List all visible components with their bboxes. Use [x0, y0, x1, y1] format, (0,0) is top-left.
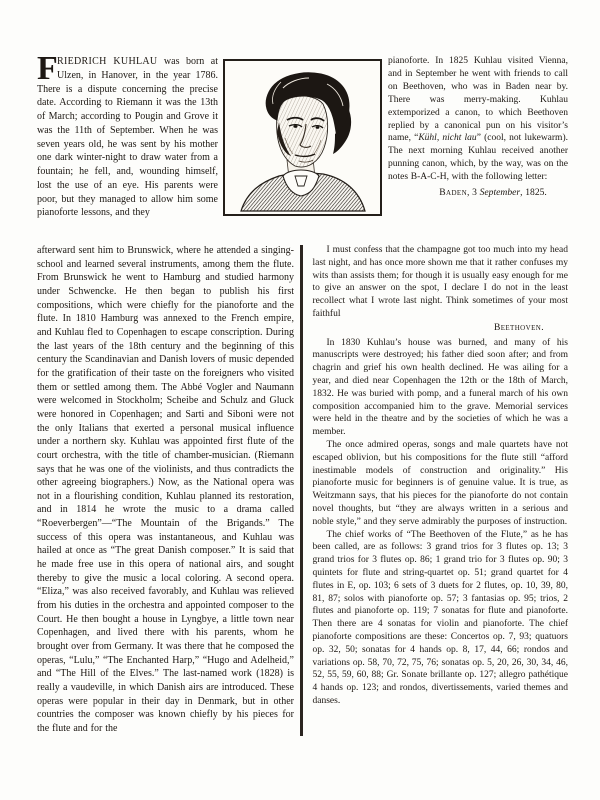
dateline-year: , 1825. [520, 187, 547, 199]
portrait-frame [223, 59, 382, 216]
dateline-sep: , 3 [467, 187, 480, 199]
intro-text: was born at Ulzen, in Hanover, in the year 1786. There is a dispute concerning the precise date. According to Riemann it was the 13th of March; according to Pougin and Grove it was the 11th of September. When he was seven years old, he was sent by his mother one dark winter-night to draw water from a fountain; he fell, and, wounding himself, lost the use of an eye. His parents were poor, but they managed to allow him some pianoforte lessons, and they [37, 56, 218, 219]
left-column-continuation [37, 244, 294, 736]
dateline-place: Baden [439, 187, 468, 199]
article-bottom-section [37, 244, 568, 736]
drop-cap-letter: F [37, 50, 58, 87]
column-divider-rule [300, 245, 303, 736]
right-top-text: pianoforte. In 1825 Kuhlau visited Vienna, and in September he went with friends to call on Beethoven, who was in Baden near by. There was merry-making. Kuhlau extemporized a canon, to which Beethoven replied by a canonical pun on his visitor’s name, “ [388, 56, 568, 144]
pun-italic: Kühl, nicht lau [418, 133, 477, 144]
right-column-top [388, 55, 568, 238]
left-continuation-text: afterward sent him to Brunswick, where he attended a singing-school and learned several instruments, among them the flute. From Brunswick he went to Hamburg and studied harmony under Schwencke. He then began to publish his first compositions, which were chiefly for the pianoforte and the flute. In 1810 Hamburg was annexed to the French empire, and Kuhlau fled to Copenhagen to escape conscription. During the last years of the 18th century and the beginning of this century the Scandinavian and Danish lovers of music depended for the gratification of their taste on the foreigners who visited them or settled among them. The Abbé Vogler and Naumann were welcomed in Stockholm; Scheibe and Schulz and Gluck were honored in Copenhagen; and Sarti and Siboni were not the only Italians that exerted a personal musical influence under a northern sky. Kuhlau was appointed first flute of the court orchestra, with the title of chamber-musician. (Riemann says that he was one of the violinists, and thus contradicts the other agreeing biographers.) Now, as the National opera was not in a flourishing condition, Kuhlau planned its restoration, and in 1814 he wrote the music to a drama called “Roeverbergen”—“The Mountain of the Brigands.” The success of this opera was instantaneous, and Kuhlau was hailed at once as “The great Danish composer.” It is said that he made free use in this opera of national airs, and sought thereby to give the music a local coloring. A second opera. “Eliza,” was also received favorably, and Kuhlau was relieved from his duties in the orchestra and appointed composer to the Court. He then bought a house in Lyngbye, a little town near Copenhagen, and lived there with his parents, whom he brought over from Germany. It was there that he composed the operas, “Lulu,” “The Enchanted Harp,” “Hugo and Adelheid,” and “The Hill of the Elves.” The last-named work (1828) is really a vaudeville, in which Danish airs are introduced. These operas were popular in their day in Denmark, but in other countries the composer was known chiefly by his pieces for the flute and for the [37, 245, 295, 734]
paragraph-chief-works: The chief works of “The Beethoven of the Flute,” as he has been called, are as follows: 3 grand trios for 3 flutes op. 13; 3 grand trios for 3 flutes op. 86; 1 grand trio for 3 flutes op. 90; 3 quintets for flute and string-quartet op. 51; grand quartet for 4 flutes in E, op. 103; 6 sets of 3 duets for 2 flutes, op. 10, 39, 80, 81, 87; solos with pianoforte op. 57; 3 fantasias op. 95; trios, 2 flutes and pianoforte op. 119; 7 sonatas for flute and pianoforte. Then there are 4 sonatas for violin and pianoforte. The chief pianoforte compositions are these: Concertos op. 7, 93; quatuors op. 32, 50; sonatas for 4 hands op. 8, 17, 44, 66; rondos and variations op. 58, 70, 72, 75, 76; sonatas op. 5, 20, 26, 30, 34, 46, 52, 55, 59, 60, 88; Gr. Sonate brillante op. 127; allegro pathétique 4 hands op. 123; and rondos, divertissements, varied themes and danses. [312, 529, 568, 706]
paragraph-house-fire: In 1830 Kuhlau’s house was burned, and many of his manuscripts were destroyed; his father died soon after; and from chagrin and grief his own health declined. He was ailing for a year, and died near Copenhagen the 12th or the 18th of March, 1832. He was buried with pomp, and a funeral march of his own composition accompanied him to the grave. Memorial services were held in the theatre and by the societies of which he was a member. [312, 337, 568, 438]
right-top-text-after: ” (cool, not lukewarm). The next morning Kuhlau received another punning canon, which, by the way, was on the notes B-A-C-H, with the following letter: [388, 133, 568, 183]
letter-dateline [388, 187, 568, 200]
letter-signature: Beethoven. [493, 322, 544, 333]
kuhlau-portrait-engraving [227, 63, 378, 212]
dateline-month: September [479, 187, 521, 199]
article-top-section [37, 50, 568, 238]
beethoven-letter-text: I must confess that the champagne got too much into my head last night, and has once more shown me that it rather confuses my wits than assists them; for though it is usually easy enough for me to give an answer on the spot, I declare I do not in the least recollect what I wrote last night. Think sometimes of your most faithful [312, 245, 568, 319]
paragraph-legacy: The once admired operas, songs and male quartets have not escaped oblivion, but his compositions for the flute still “afford inestimable models of construction and originality.” His pianoforte music for beginners is of genuine value. It is true, as Weitzmann says, that his pieces for the pianoforte do not contain novel thoughts, but “they are always written in a serious and noble style,” and they serve admirably the purposes of instruction. [312, 439, 568, 527]
right-column-bottom [313, 244, 569, 736]
left-column-intro [37, 50, 218, 238]
subject-name-caps: RIEDRICH KUHLAU [57, 56, 158, 67]
